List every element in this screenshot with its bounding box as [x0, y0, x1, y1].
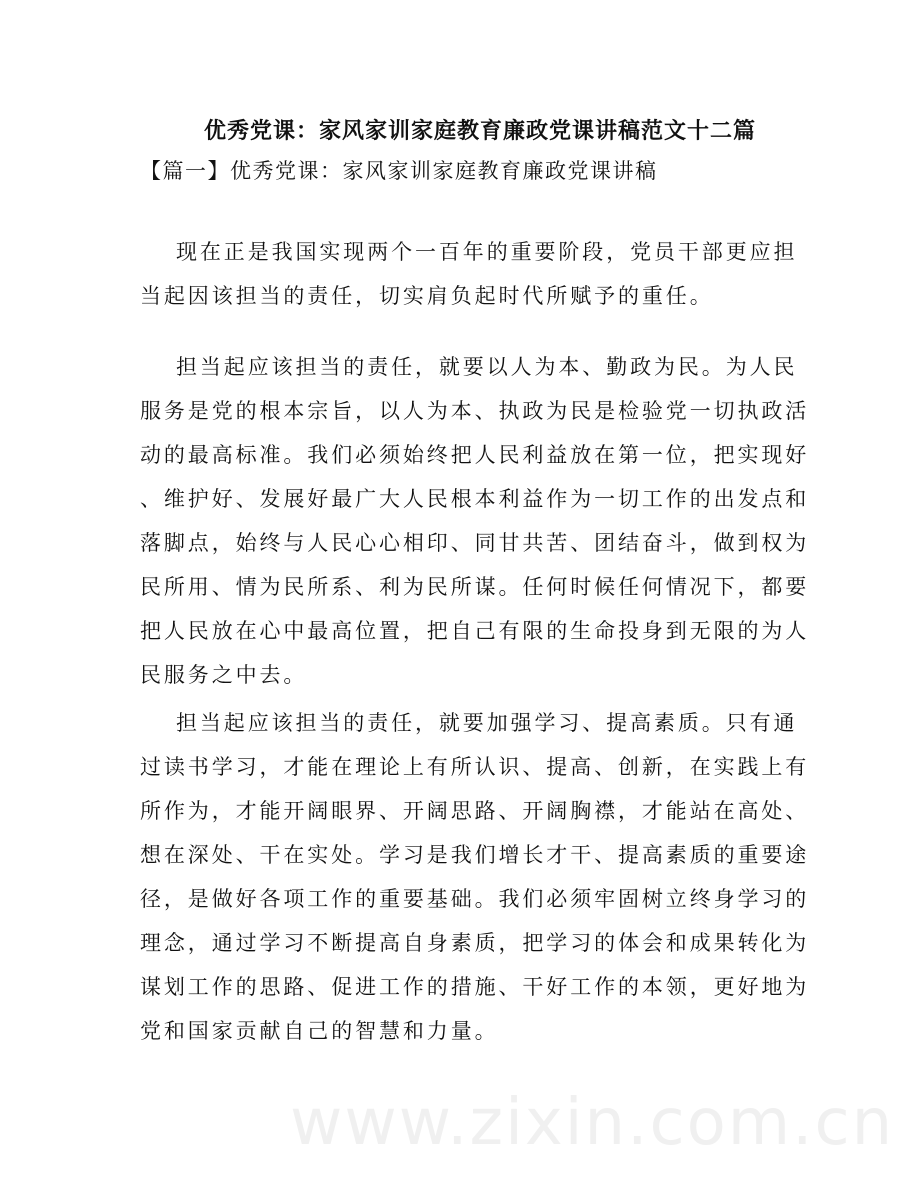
text-line: 、维护好、发展好最广大人民根本利益作为一切工作的出发点和 [140, 487, 810, 511]
text-line: 民服务之中去。 [140, 663, 308, 687]
text-line: 担当起应该担当的责任，就要加强学习、提高素质。只有通 [176, 711, 798, 735]
text-line: 过读书学习，才能在理论上有所认识、提高、创新，在实践上有 [140, 755, 810, 779]
text-line: 想在深处、干在实处。学习是我们增长才干、提高素质的重要途 [140, 843, 810, 867]
text-line: 现在正是我国实现两个一百年的重要阶段，党员干部更应担 [176, 240, 798, 264]
paragraph-2 [140, 345, 820, 697]
text-line: 落脚点，始终与人民心心相印、同甘共苦、团结奋斗，做到权为 [140, 531, 810, 555]
text-line: 服务是党的根本宗旨，以人为本、执政为民是检验党一切执政活 [140, 399, 810, 423]
paragraph-3 [140, 701, 820, 1053]
text-line: 把人民放在心中最高位置，把自己有限的生命投身到无限的为人 [140, 619, 810, 643]
text-line: 担当起应该担当的责任，就要以人为本、勤政为民。为人民 [176, 355, 798, 379]
text-line: 动的最高标准。我们必须始终把人民利益放在第一位，把实现好 [140, 443, 810, 467]
text-line: 径，是做好各项工作的重要基础。我们必须牢固树立终身学习的 [140, 887, 810, 911]
text-line: 所作为，才能开阔眼界、开阔思路、开阔胸襟，才能站在高处、 [140, 799, 810, 823]
paragraph-1 [140, 230, 820, 318]
text-line: 民所用、情为民所系、利为民所谋。任何时候任何情况下，都要 [140, 575, 810, 599]
text-line: 理念，通过学习不断提高自身素质，把学习的体会和成果转化为 [140, 931, 810, 955]
section-heading: 【篇一】优秀党课：家风家训家庭教育廉政党课讲稿 [140, 159, 658, 183]
text-line: 党和国家贡献自己的智慧和力量。 [140, 1019, 499, 1043]
document-title: 优秀党课：家风家训家庭教育廉政党课讲稿范文十二篇 [203, 119, 756, 144]
watermark: www.zixin.com.cn [290, 1086, 895, 1160]
text-line: 谋划工作的思路、促进工作的措施、干好工作的本领，更好地为 [140, 975, 810, 999]
text-line: 当起因该担当的责任，切实肩负起时代所赋予的重任。 [140, 284, 714, 308]
